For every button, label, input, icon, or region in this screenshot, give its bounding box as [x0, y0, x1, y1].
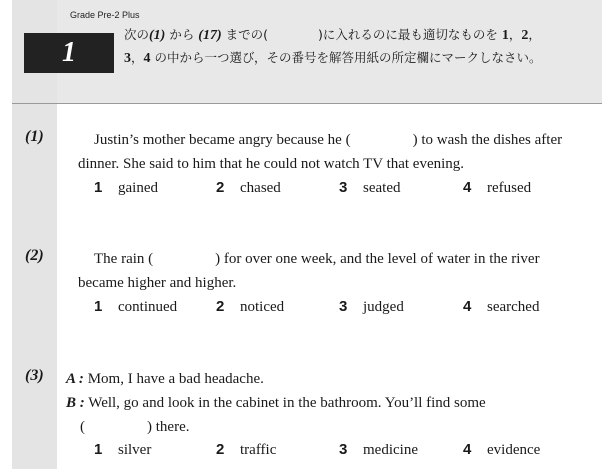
question-number: (3) — [25, 367, 44, 384]
section-number: 1 — [62, 37, 76, 68]
option-number: 3 — [124, 51, 131, 66]
choice-label: judged — [363, 299, 404, 315]
question-text — [78, 247, 586, 295]
instruction-line-2 — [124, 47, 594, 70]
dialogue — [66, 367, 586, 439]
instruction-text: までの( )に入れるのに最も適切なものを — [221, 27, 502, 42]
dialogue-line-a — [66, 367, 586, 391]
choice-label: continued — [118, 299, 178, 315]
instruction-text: ， — [528, 27, 541, 42]
question-line — [78, 152, 586, 176]
question-text — [78, 128, 586, 176]
question-line — [78, 271, 586, 295]
question-text-part: ) to wash the dishes after — [412, 132, 563, 148]
choice-label: medicine — [363, 442, 418, 458]
choice — [339, 441, 418, 459]
instruction-text: ， — [131, 50, 144, 65]
instruction-line-1 — [124, 24, 594, 47]
choice-label: silver — [118, 442, 152, 458]
question-line — [78, 128, 586, 152]
choice-number: 3 — [339, 179, 348, 196]
section-number-badge — [24, 33, 114, 73]
choice — [94, 179, 158, 197]
choice-label: seated — [363, 180, 401, 196]
choice-number: 4 — [463, 298, 472, 315]
question-text-part: ) for over one week, and the level of water in the river — [215, 251, 540, 267]
choice-number: 4 — [463, 179, 472, 196]
choice-number: 2 — [216, 441, 225, 458]
range-end: (17) — [198, 28, 222, 43]
question-number: (2) — [25, 247, 44, 264]
dialogue-text: Well, go and look in the cabinet in the bathroom. You’ll find some — [88, 395, 486, 411]
choice-number: 4 — [463, 441, 472, 458]
choice — [216, 298, 284, 316]
choice-number: 1 — [94, 179, 103, 196]
choice-label: traffic — [240, 442, 277, 458]
instruction-text: ， — [508, 27, 522, 42]
dialogue-text: ( — [80, 419, 85, 435]
choice — [94, 441, 151, 459]
choice-number: 1 — [94, 298, 103, 315]
question-text-part: dinner. She said to him that he could not watch TV that evening. — [78, 156, 465, 172]
question-text-part: Justin’s mother became angry because he ( — [94, 132, 351, 148]
instruction-text: から — [165, 27, 199, 42]
choice — [339, 298, 404, 316]
choice-number: 1 — [94, 441, 103, 458]
dialogue-line-b-cont — [66, 415, 586, 439]
choice — [94, 298, 177, 316]
question-text-part: The rain ( — [94, 251, 154, 267]
dialogue-line-b — [66, 391, 586, 415]
dialogue-text: Mom, I have a bad headache. — [87, 371, 264, 387]
speaker-label: B : — [66, 395, 85, 411]
choice-label: noticed — [240, 299, 285, 315]
choice-label: gained — [118, 180, 158, 196]
dialogue-text: ) there. — [147, 419, 190, 435]
choice-number: 3 — [339, 441, 348, 458]
choice — [463, 441, 540, 459]
question-number: (1) — [25, 128, 44, 145]
header-divider — [12, 103, 602, 104]
instruction-text: 次の — [124, 27, 150, 42]
choice — [339, 179, 400, 197]
option-number: 1 — [501, 28, 509, 43]
choice-label: evidence — [487, 442, 541, 458]
choice-number: 3 — [339, 298, 348, 315]
grade-label: Grade Pre-2 Plus — [70, 10, 140, 20]
choice — [463, 179, 531, 197]
question-line — [78, 247, 586, 271]
choice — [463, 298, 539, 316]
choice-number: 2 — [216, 179, 225, 196]
question-text-part: became higher and higher. — [78, 275, 237, 291]
choice-number: 2 — [216, 298, 225, 315]
choice-label: refused — [487, 180, 532, 196]
option-number: 2 — [521, 28, 529, 43]
instruction-text: の中から一つ選び，その番号を解答用紙の所定欄にマークしなさい。 — [150, 50, 542, 65]
choice — [216, 179, 281, 197]
choice-label: chased — [240, 180, 281, 196]
choice-label: searched — [487, 299, 540, 315]
speaker-label: A : — [66, 371, 84, 387]
range-start: (1) — [149, 28, 166, 43]
instructions — [124, 24, 594, 70]
choice — [216, 441, 276, 459]
option-number: 4 — [143, 51, 151, 66]
